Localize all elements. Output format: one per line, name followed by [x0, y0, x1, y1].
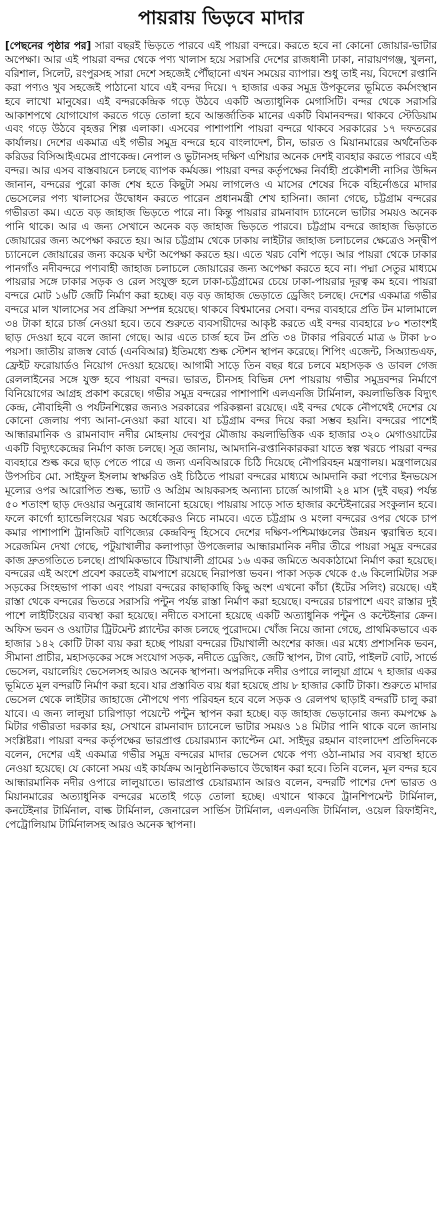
headline: পায়রায় ভিড়বে মাদার: [138, 7, 304, 29]
article-body: [5, 40, 437, 1226]
body-text: সারা বছরই ভিড়তে পারবে এই পায়রা বন্দরে। করতে হবে না কোনো জোয়ার-ভাটার অপেক্ষা। আর এই পায়রা বন্দর থেকে পণ্য খালাস হয়ে সরাসরি দেশের রাজধানী ঢাকা, নারায়ণগঞ্জ, খুলনা, বরিশাল, সিলেট, রংপুরসহ সারা দেশে সহজেই পৌঁছানো এখন সময়ের ব্যাপার। শুধু তাই নয়, বিদেশে রপ্তানি করা পণ্যও খুব সহজেই পাঠানো যাবে এই বন্দর দিয়ে। ৭ হাজার একর সমুদ্র উপকূলের ভূমিতে কর্মসংস্থান হবে লাখো মানুষের। এই বন্দরকেন্দ্রিক গড়ে উঠবে একটি অত্যাধুনিক মেগাসিটি। বন্দর থেকে সরাসরি আকাশপথে যোগাযোগ করতে গড়ে তোলা হবে আন্তর্জাতিক মানের একটি বিমানবন্দর। থাকবে স্টেডিয়াম এবং গড়ে উঠবে বৃহত্তর শিল্প এলাকা। এসবের পাশাপাশি পায়রা বন্দরে থাকবে সরকারের ১৭ দফতরের কার্যালয়। দেশের একমাত্র এই গভীর সমুদ্র বন্দরে হবে বাংলাদেশ, চীন, ভারত ও মিয়ানমারের অর্থনৈতিক করিডর বিসিআইএমের প্রাণকেন্দ্র। নেপাল ও ভুটানসহ দক্ষিণ এশিয়ার অনেক দেশই ব্যবহার করতে পারবে এই বন্দর। আর এসব বাস্তবায়নে চলছে ব্যাপক কর্মযজ্ঞ। পায়রা বন্দর কর্তৃপক্ষের নির্বাহী প্রকৌশলী নাসির উদ্দিন জানান, বন্দরের পুরো কাজ শেষ হতে কিছুটা সময় লাগলেও এ মাসের শেষের দিকে বহির্নোঙরে মাদার ভেসেলের পণ্য খালাসের উদ্বোধন করতে পারেন প্রধানমন্ত্রী শেখ হাসিনা। জানা গেছে, চট্টগ্রাম বন্দরের গভীরতা কম। এতে বড় জাহাজ ভিড়তে পারে না। কিন্তু পায়রার রামনাবাদ চ্যানেলে ভাটার সময়ও অনেক পানি থাকে। আর এ জন্য সেখানে অনেক বড় জাহাজ ভিড়তে পারবে। চট্টগ্রাম বন্দরে জাহাজ ভিড়াতে জোয়ারের জন্য অপেক্ষা করতে হয়। আর চট্টগ্রাম থেকে ঢাকায় লাইটার জাহাজ চলাচলের ক্ষেত্রেও সন্দ্বীপ চ্যানেলে জোয়ারের জন্য কয়েক ঘণ্টা অপেক্ষা করতে হয়। এতে খরচ বেশি পড়ে। আর পায়রা থেকে ঢাকার পানগাঁও নদীবন্দরে পণ্যবাহী জাহাজ চলাচলে জোয়ারের জন্য অপেক্ষা করতে হবে না। পদ্মা সেতুর মাধ্যমে পায়রার সঙ্গে ঢাকার সড়ক ও রেল সংযুক্ত হলে ঢাকা-চট্টগ্রামের চেয়ে ঢাকা-পায়রার দূরত্ব কম হবে। পায়রা বন্দরে মোট ১৬টি জেটি নির্মাণ করা হচ্ছে। বড় বড় জাহাজ ভেড়াতে ড্রেজিং চলছে। দেশের একমাত্র গভীর বন্দরে মাল খালাসের সব প্রক্রিয়া সম্পন্ন হয়েছে। থাকবে বিশ্বমানের সেবা। বন্দর ব্যবহারে প্রতি টন মালামালে ৩৪ টাকা হারে চার্জ নেওয়া হবে। তবে শুরুতে ব্যবসায়ীদের আকৃষ্ট করতে এই বন্দর ব্যবহারে ৮০ শতাংশই ছাড় দেওয়া হবে বলে জানা গেছে। আর এতে চার্জ হবে টন প্রতি ৩৪ টাকার পরিবর্তে মাত্র ৬ টাকা ৮০ পয়সা। জাতীয় রাজস্ব বোর্ড (এনবিআর) ইতিমধ্যে শুল্ক স্টেশন স্থাপন করেছে। শিপিং এজেন্ট, সিঅ্যান্ডএফ, ফ্রেইট ফরোয়ার্ডও নিয়োগ দেওয়া হয়েছে। আগামী সাড়ে তিন বছর ধরে চলবে মহাসড়ক ও ডাবল গেজ রেললাইনের সঙ্গে যুক্ত হবে পায়রা বন্দর। ভারত, চীনসহ বিভিন্ন দেশ পায়রায় গভীর সমুদ্রবন্দর নির্মাণে বিনিয়োগের আগ্রহ প্রকাশ করেছে। গভীর সমুদ্র বন্দরের পাশাপাশি এলএনজি টার্মিনাল, কয়লাভিত্তিক বিদ্যুৎ কেন্দ্র, নৌবাহিনী ও পর্যটনশিল্পের জন্যও সরকারের পরিকল্পনা রয়েছে। এই বন্দর থেকে নৌপথেই দেশের যে কোনো জেলায় পণ্য আনা-নেওয়া করা যাবে। যা চট্টগ্রাম বন্দর দিয়ে করা সম্ভব হয়নি। বন্দরের পাশেই আন্ধারমানিক ও রামনাবাদ নদীর মোহনায় দেবপুর মৌজায় কয়লাভিত্তিক এক হাজার ৩২০ মেগাওয়াটের একটি বিদ্যুৎকেন্দ্রের নির্মাণ কাজ চলছে। সূত্র জানায়, আমদানি-রপ্তানিকারকরা যাতে স্বল্প খরচে পায়রা বন্দর ব্যবহারে শুল্ক করে ছাড় পেতে পারে এ জন্য এনবিআরকে চিঠি দিয়েছে নৌপরিবহন মন্ত্রণালয়। মন্ত্রণালয়ের উপসচিব মো. সাইফুল ইসলাম স্বাক্ষরিত ওই চিঠিতে পায়রা বন্দরের মাধ্যমে আমদানি করা পণ্যের ইনভয়েস মূল্যের ওপর আরোপিত শুল্ক, ভ্যাট ও অগ্রিম আয়করসহ অন্যান্য চার্জে আগামী ২৪ মাস (দুই বছর) পর্যন্ত ৫০ শতাংশ ছাড় দেওয়ার অনুরোধ জানানো হয়েছে। পায়রায় সাড়ে সাত হাজার কন্টেইনারের সংকুলান হবে। ফলে কার্গো হ্যান্ডেলিংয়ের খরচ অর্ধেকেরও নিচে নামবে। এতে চট্টগ্রাম ও মংলা বন্দরের ওপর থেকে চাপ কমার পাশাপাশি ট্রানজিট বাণিজ্যের কেন্দ্রবিন্দু হিসেবে দেশের দক্ষিণ-পশ্চিমাঞ্চলের উন্নয়ন ত্বরান্বিত হবে। সরেজমিন দেখা গেছে, পটুয়াখালীর কলাপাড়া উপজেলার আন্ধারমানিক নদীর তীরে পায়রা সমুদ্র বন্দরের কাজ দ্রুতগতিতে চলছে। প্রাথমিকভাবে টিয়াখালী গ্রামের ১৬ একর জমিতে অবকাঠামো নির্মাণ করা হয়েছে। বন্দরের এই অংশে প্রবেশ করতেই বামপাশে রয়েছে নিরাপত্তা ভবন। পাকা সড়ক থেকে ৫.৬ কিলোমিটার সরু সড়কের সিংহভাগ পাকা এবং পায়রা বন্দরের কাছাকাছি কিছু অংশ এখনো কাঁচা (ইটের সলিং) রয়েছে। এই রাস্তা থেকে বন্দরের ভিতরে সরাসরি পন্টুন পর্যন্ত রাস্তা নির্মাণ করা হয়েছে। বন্দরের চারপাশে এবং রাস্তার দুই পাশে লাইটিংয়ের ব্যবস্থা করা হয়েছে। নদীতে বসানো হয়েছে একটি অত্যাধুনিক পন্টুন ও কন্টেইনার ক্রেন। অফিস ভবন ও ওয়াটার ট্রিটমেন্ট প্ল্যান্টের কাজ চলছে পুরোদমে। খোঁজ নিয়ে জানা গেছে, প্রাথমিকভাবে এক হাজার ১৪২ কোটি টাকা ব্যয় করা হচ্ছে পায়রা বন্দরের টিয়াখালী অংশের কাজ। এর মধ্যে প্রশাসনিক ভবন, সীমানা প্রাচীর, মহাসড়কের সঙ্গে সংযোগ সড়ক, নদীতে ড্রেজিং, জেটি স্থাপন, টাগ বোট, পাইলট বোট, সার্ভে ভেসেল, বয়ালেয়িং ভেসেলসহ আরও অনেক স্থাপনা। অপরদিকে নদীর ওপারে লালুয়া গ্রামে ৭ হাজার একর ভূমিতে মূল বন্দরটি নির্মাণ করা হবে। যার প্রস্তাবিত ব্যয় ধরা হয়েছে প্রায় ৮ হাজার কোটি টাকা। শুরুতে মাদার ভেসেল থেকে লাইটার জাহাজে নৌপথে পণ্য পরিবহন হবে বলে সড়ক ও রেলপথ ছাড়াই বন্দরটি চালু করা যাবে। এ জন্য লালুয়া চারিপাড়া পয়েন্টে পন্টুন স্থাপন করা হচ্ছে। বড় জাহাজ ভেড়ানোর জন্য কমপক্ষে ৯ মিটার গভীরতা দরকার হয়, সেখানে রামনাবাদ চ্যানেলে ভাটার সময়ও ১৪ মিটার পানি থাকে বলে জানায় সংশ্লিষ্টরা। পায়রা বন্দর কর্তৃপক্ষের ভারপ্রাপ্ত চেয়ারম্যান ক্যাপ্টেন মো. সাইদুর রহমান বাংলাদেশ প্রতিদিনকে বলেন, দেশের এই একমাত্র গভীর সমুদ্র বন্দরের মাদার ভেসেল থেকে পণ্য ওঠা-নামার সব ব্যবস্থা হাতে নেওয়া হয়েছে। যে কোনো সময় এই কার্যক্রম আনুষ্ঠানিকভাবে উদ্বোধন করা হবে। তিনি বলেন, মূল বন্দর হবে আন্ধারমানিক নদীর ওপারে লালুয়াতে। ভারপ্রাপ্ত চেয়ারম্যান আরও বলেন, বন্দরটি পাশের দেশ ভারত ও মিয়ানমারের অত্যাধুনিক বন্দরের মতোই গড়ে তোলা হচ্ছে। এখানে থাকবে ট্রানশিপমেন্ট টার্মিনাল, কনটেইনার টার্মিনাল, বাল্ক টার্মিনাল, জেনারেল সার্ভিস টার্মিনাল, এলএনজি টার্মিনাল, ওয়েল রিফাইনিং, পেট্রোলিয়াম টার্মিনালসহ আরও অনেক স্থাপনা।: [5, 40, 437, 831]
continuation-tag: [পেছনের পৃষ্ঠার পর]: [5, 40, 92, 52]
